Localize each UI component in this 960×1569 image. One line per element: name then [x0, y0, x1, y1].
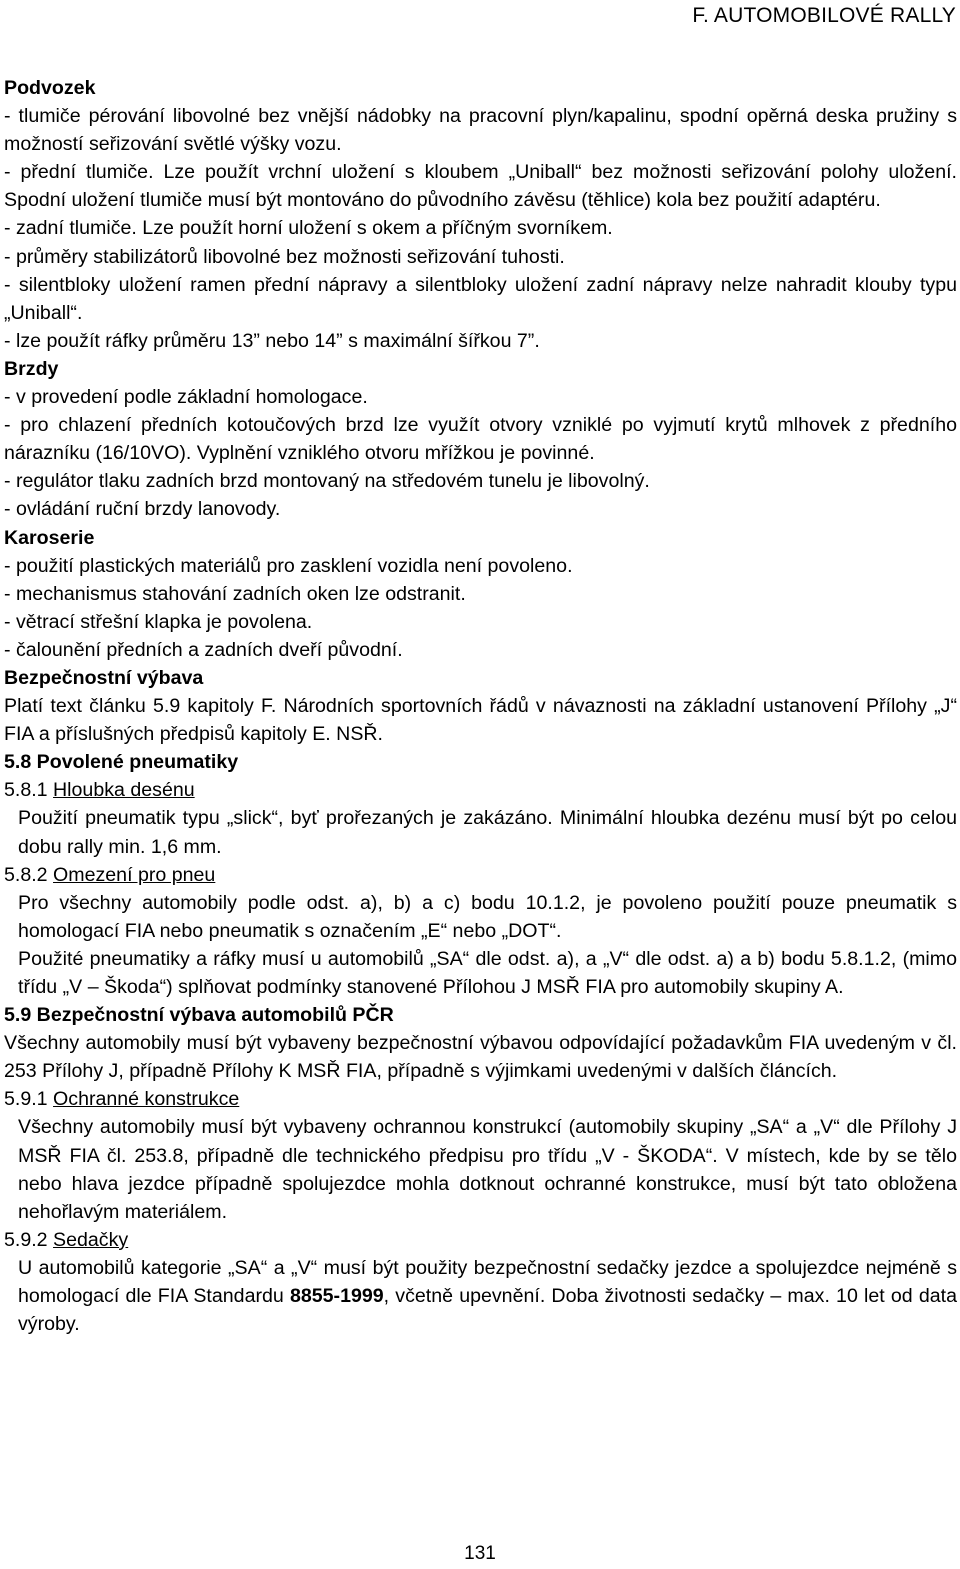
paragraph: - zadní tlumiče. Lze použít horní uložení s okem a příčným svorníkem.: [4, 217, 613, 240]
paragraph: - v provedení podle základní homologace.: [4, 386, 368, 409]
subsection-title: Ochranné konstrukce: [53, 1088, 240, 1111]
subsection-title: Sedačky: [53, 1228, 129, 1251]
section-heading-bezpecnostni-vybava: Bezpečnostní výbava: [4, 666, 204, 689]
subsection-title: Hloubka desénu: [53, 779, 195, 802]
section-heading-podvozek: Podvozek: [4, 77, 96, 99]
paragraph: Pro všechny automobily podle odst. a), b) a c) bodu 10.1.2, je povoleno použití pouze pneumatik s homologací FIA nebo pneumatik s označením „E“ nebo „DOT“.: [18, 891, 957, 942]
paragraph: - silentbloky uložení ramen přední nápravy a silentbloky uložení zadní nápravy nelze nahradit klouby typu „Uniball“.: [4, 273, 957, 324]
subsection-number: 5.9.2: [4, 1228, 54, 1251]
subsection-heading-5-8-1: [4, 776, 957, 804]
paragraph: Použití pneumatik typu „slick“, byť prořezaných je zakázáno. Minimální hloubka dezénu musí být po celou dobu rally min. 1,6 mm.: [18, 807, 957, 858]
paragraph: - ovládání ruční brzdy lanovody.: [4, 498, 281, 521]
paragraph: - pro chlazení předních kotoučových brzd lze využít otvory vzniklé po vyjmutí krytů mlhovek z předního nárazníku (16/10VO). Vyplnění vzniklého otvoru mřížkou je povinné.: [4, 414, 957, 465]
subsection-number: 5.8.2: [4, 863, 54, 886]
paragraph: Platí text článku 5.9 kapitoly F. Národních sportovních řádů v návaznosti na základní ustanovení Přílohy „J“ FIA a příslušných předpisů kapitoly E. NSŘ.: [4, 695, 957, 746]
paragraph-text: U automobilů kategorie „SA“ a „V“ musí být použity bezpečnostní sedačky jezdce a spolujezdce nejméně s homologací dle FIA Standardu: [18, 1256, 957, 1308]
subsection-heading-5-9-1: [4, 1085, 957, 1113]
standard-number: 8855-1999: [289, 1285, 384, 1308]
paragraph: - čalounění předních a zadních dveří původní.: [4, 638, 403, 661]
paragraph: [4, 1254, 957, 1338]
paragraph: - mechanismus stahování zadních oken lze odstranit.: [4, 582, 466, 605]
paragraph: - tlumiče pérování libovolné bez vnější nádobky na pracovní plyn/kapalinu, spodní opěrná deska pružiny s možností seřizování světlé výšky vozu.: [4, 105, 957, 156]
subsection-heading-5-9-2: [4, 1226, 957, 1254]
paragraph: Všechny automobily musí být vybaveny bezpečnostní výbavou odpovídající požadavkům FIA uvedeným v čl. 253 Přílohy J, případně Přílohy K MSŘ FIA, případně s výjimkami uvedenými v dalších článcích.: [4, 1032, 957, 1083]
subsection-number: 5.9.1: [4, 1088, 54, 1111]
paragraph: - lze použít ráfky průměru 13” nebo 14” s maximální šířkou 7”.: [4, 329, 540, 352]
paragraph: - regulátor tlaku zadních brzd montovaný na středovém tunelu je libovolný.: [4, 470, 650, 493]
document-body: [4, 74, 957, 1338]
subsection-heading-5-8-2: [4, 861, 957, 889]
paragraph: - větrací střešní klapka je povolena.: [4, 610, 313, 633]
section-heading-brzdy: Brzdy: [4, 357, 59, 380]
paragraph-text: , včetně upevnění. Doba životnosti sedačky – max. 10 let od data výroby.: [18, 1285, 957, 1336]
subsection-title: Omezení pro pneu: [53, 863, 216, 886]
section-heading-5-8: 5.8 Povolené pneumatiky: [4, 751, 239, 774]
running-header: F. AUTOMOBILOVÉ RALLY: [692, 4, 956, 27]
page-number: 131: [464, 1543, 496, 1564]
subsection-number: 5.8.1: [4, 779, 54, 802]
paragraph: Použité pneumatiky a ráfky musí u automobilů „SA“ dle odst. a), a „V“ dle odst. a) a b) bodu 5.8.1.2, (mimo třídu „V – Škoda“) splňovat podmínky stanovené Přílohou J MSŘ FIA pro automobily skupiny A.: [18, 947, 957, 998]
section-heading-karoserie: Karoserie: [4, 526, 95, 549]
paragraph: - přední tlumiče. Lze použít vrchní uložení s kloubem „Uniball“ bez možnosti seřizování polohy uložení. Spodní uložení tlumiče musí být montováno do původního závěsu (těhlice) kola bez použití adaptéru.: [4, 161, 957, 212]
paragraph: - průměry stabilizátorů libovolné bez možnosti seřizování tuhosti.: [4, 245, 565, 268]
section-heading-5-9: 5.9 Bezpečnostní výbava automobilů PČR: [4, 1004, 394, 1027]
paragraph: Všechny automobily musí být vybaveny ochrannou konstrukcí (automobily skupiny „SA“ a „V“ dle Přílohy J MSŘ FIA čl. 253.8, případně dle technického předpisu pro třídu „V - ŠKODA“. V místech, kde by se tělo nebo hlava jezdce případně spolujezdce mohla dotknout ochranné konstrukce, musí být tato obložena nehořlavým materiálem.: [18, 1116, 957, 1223]
paragraph: - použití plastických materiálů pro zasklení vozidla není povoleno.: [4, 554, 573, 577]
